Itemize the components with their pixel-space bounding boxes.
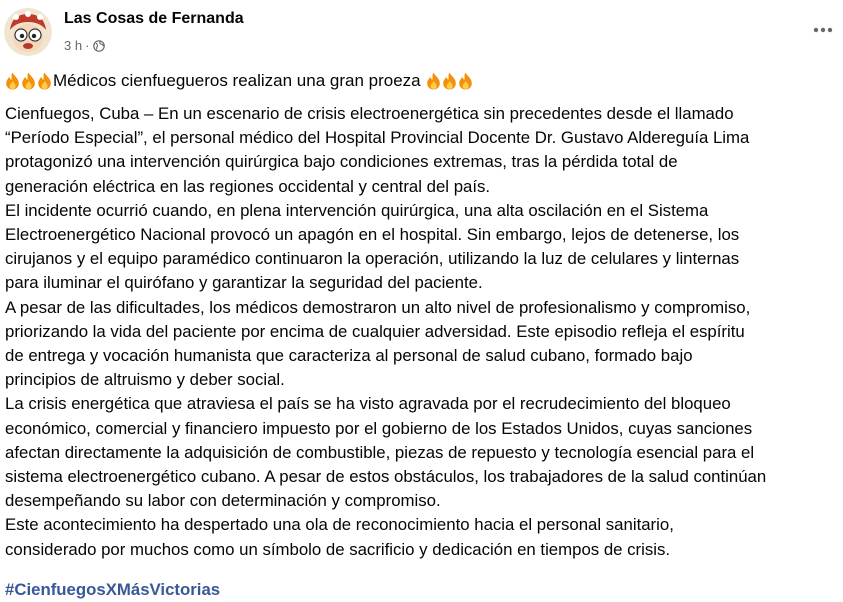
hashtag-link[interactable]: #CienfuegosXMásVictorias	[5, 580, 221, 599]
more-options-button[interactable]	[809, 16, 837, 44]
fire-icon	[5, 72, 20, 90]
body-line: priorizando la vida del paciente por encima de cualquier adversidad. Este episodio refleja el espíritu	[5, 321, 745, 341]
more-options-icon	[813, 27, 833, 33]
body-line: cirujanos y el equipo paramédico continuaron la operación, utilizando la luz de celulares y linternas	[5, 249, 740, 269]
body-line: protagonizó una intervención quirúrgica bajo condiciones extremas, tras la pérdida total de	[5, 152, 678, 172]
body-line: El incidente ocurrió cuando, en plena intervención quirúrgica, una alta oscilación en el Sistema	[5, 200, 709, 220]
fire-icon	[426, 72, 441, 90]
body-line: La crisis energética que atraviesa el país se ha visto agravada por el recrudecimiento del bloqueo	[5, 394, 731, 414]
post-title	[5, 69, 474, 93]
cartoon-avatar-icon	[4, 8, 52, 56]
body-line: para iluminar el quirófano y garantizar la seguridad del paciente.	[5, 273, 483, 293]
post-title-text: Médicos cienfuegueros realizan una gran proeza	[53, 71, 421, 90]
body-line: desempeñando su labor con determinación y compromiso.	[5, 491, 441, 511]
author-name[interactable]: Las Cosas de Fernanda	[64, 10, 244, 27]
body-line: principios de altruismo y deber social.	[5, 370, 285, 390]
globe-icon[interactable]	[93, 40, 105, 52]
body-line: A pesar de las dificultades, los médicos demostraron un alto nivel de profesionalismo y compromiso,	[5, 297, 751, 317]
meta-separator: ·	[85, 38, 90, 53]
body-line: económico, comercial y financiero impuesto por el gobierno de los Estados Unidos, cuyas sanciones	[5, 418, 753, 438]
body-line: generación eléctrica en las regiones occidental y central del país.	[5, 176, 491, 196]
body-line: sistema electroenergético cubano. A pesar de estos obstáculos, los trabajadores de la salud continúan	[5, 467, 767, 487]
post-body	[5, 102, 841, 562]
fire-icon	[21, 72, 36, 90]
fire-emoji-group-right	[426, 72, 474, 90]
fire-icon	[458, 72, 473, 90]
post-header	[0, 0, 843, 62]
post-meta	[64, 38, 105, 53]
body-line: considerado por muchos como un símbolo de sacrificio y dedicación en tiempos de crisis.	[5, 539, 671, 559]
fire-emoji-group-left	[5, 72, 53, 90]
body-line: “Período Especial”, el personal médico del Hospital Provincial Docente Dr. Gustavo Aldereguía Lima	[5, 128, 750, 148]
body-line: Electroenergético Nacional provocó un apagón en el hospital. Sin embargo, lejos de detenerse, los	[5, 225, 740, 245]
body-line: Cienfuegos, Cuba – En un escenario de crisis electroenergética sin precedentes desde el llamado	[5, 104, 734, 123]
fire-icon	[442, 72, 457, 90]
post-timestamp[interactable]: 3 h	[64, 38, 83, 53]
author-avatar[interactable]	[4, 8, 52, 56]
body-line: Este acontecimiento ha despertado una ola de reconocimiento hacia el personal sanitario,	[5, 515, 674, 535]
fire-icon	[37, 72, 52, 90]
body-line: de entrega y vocación humanista que caracteriza al personal de salud cubano, formado bajo	[5, 346, 693, 366]
body-line: afectan directamente la adquisición de combustible, piezas de repuesto y tecnología esencial para el	[5, 442, 755, 462]
